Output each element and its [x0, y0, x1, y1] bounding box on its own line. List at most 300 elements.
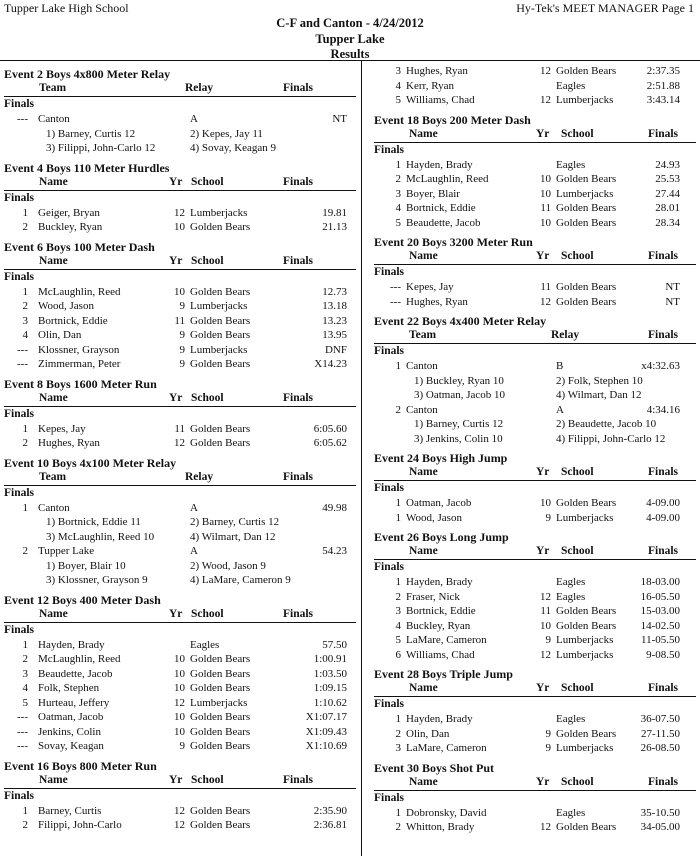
column-divider: [361, 60, 362, 856]
school-name: Lumberjacks: [556, 187, 614, 200]
year: 12: [540, 65, 551, 77]
place: 2: [22, 437, 28, 449]
team-name: Canton: [406, 403, 438, 416]
place: 2: [395, 590, 401, 603]
athlete-name: Barney, Curtis: [38, 804, 102, 817]
relay-member: 3) Filippi, John-Carlo 12: [46, 142, 156, 154]
final-mark: 2:35.90: [313, 804, 347, 817]
year: 9: [179, 329, 185, 341]
event-title: Event 10 Boys 4x100 Meter Relay: [4, 455, 177, 470]
relay-member: 3) Oatman, Jacob 10: [414, 389, 506, 401]
final-mark: 1:10.62: [313, 696, 347, 709]
relay-members-row: [4, 559, 356, 574]
final-mark: X1:10.69: [305, 740, 347, 752]
place: 1: [22, 804, 28, 817]
school-name: Golden Bears: [190, 329, 251, 341]
section-finals: Finals: [374, 266, 405, 278]
school-name: Lumberjacks: [190, 300, 248, 312]
school-name: Golden Bears: [190, 682, 251, 694]
event-title: Event 6 Boys 100 Meter Dash: [4, 239, 155, 254]
result-row: [4, 328, 356, 343]
place: 1: [395, 806, 401, 819]
final-mark: 14-02.50: [640, 619, 680, 632]
final-mark: 4-09.00: [646, 511, 680, 524]
result-row: [374, 727, 696, 742]
event-block: [4, 592, 356, 754]
header-school: School: [191, 391, 224, 404]
year: 10: [540, 216, 551, 229]
event-title: Event 2 Boys 4x800 Meter Relay: [4, 67, 171, 81]
school-name: Golden Bears: [190, 819, 251, 831]
event-title: Event 18 Boys 200 Meter Dash: [374, 112, 531, 127]
athlete-name: Kepes, Jay: [38, 422, 86, 435]
event-title: Event 4 Boys 110 Meter Hurdles: [4, 160, 170, 175]
relay-member: 2) Wood, Jason 9: [190, 559, 266, 572]
place: ---: [390, 295, 401, 308]
place: 4: [395, 202, 401, 214]
event-block: [374, 64, 696, 108]
athlete-name: Kerr, Ryan: [406, 79, 454, 92]
place: 2: [22, 221, 28, 233]
header-finals: Finals: [283, 607, 314, 620]
final-mark: 1:09.15: [313, 682, 347, 694]
final-mark: 13.23: [322, 314, 347, 327]
athlete-name: McLaughlin, Reed: [406, 173, 489, 185]
final-mark: 27-11.50: [640, 727, 680, 740]
section-finals: Finals: [374, 482, 405, 494]
header-finals: Finals: [283, 773, 314, 786]
final-mark: 2:37.35: [646, 65, 680, 77]
final-mark: 28.34: [655, 216, 680, 229]
header-yr: Yr: [536, 775, 550, 788]
year: 10: [174, 667, 185, 680]
final-mark: 3:43.14: [646, 94, 680, 106]
result-row: [4, 696, 356, 711]
school-name: Golden Bears: [190, 653, 251, 665]
place: 5: [22, 696, 28, 709]
result-row: [374, 359, 696, 374]
event-block: [4, 455, 356, 588]
school-name: Eagles: [556, 158, 586, 171]
relay-member: 4) Wilmart, Dan 12: [190, 530, 276, 543]
athlete-name: Jenkins, Colin: [38, 725, 101, 738]
relay-member: 4) Wilmart, Dan 12: [556, 389, 642, 401]
section-finals: Finals: [4, 486, 35, 499]
relay-letter: A: [190, 501, 198, 514]
school-name: Golden Bears: [556, 216, 617, 229]
header-yr: Yr: [536, 250, 550, 262]
column-header: [4, 82, 356, 97]
final-mark: 13.18: [322, 300, 347, 312]
year: 12: [174, 437, 185, 449]
place: 2: [395, 727, 401, 740]
final-mark: 2:36.81: [313, 819, 347, 831]
meet-title: C-F and Canton - 4/24/2012: [276, 16, 424, 30]
athlete-name: Hurteau, Jeffery: [38, 696, 110, 709]
result-row: [4, 818, 356, 833]
place: 2: [22, 300, 28, 312]
place: 1: [395, 713, 401, 725]
header-school: School: [561, 466, 594, 478]
school-name: Lumberjacks: [190, 696, 248, 709]
result-row: [4, 710, 356, 725]
result-row: [374, 201, 696, 216]
athlete-name: Hayden, Brady: [406, 713, 473, 725]
result-row: [374, 575, 696, 590]
header-finals: Finals: [648, 329, 679, 341]
relay-member: 3) Klossner, Grayson 9: [46, 574, 148, 586]
year: 11: [540, 281, 551, 293]
athlete-name: Hayden, Brady: [406, 158, 473, 171]
place: 1: [395, 576, 401, 588]
relay-member: 2) Kepes, Jay 11: [190, 127, 263, 140]
relay-member: 1) Barney, Curtis 12: [46, 127, 136, 140]
school-name: Lumberjacks: [556, 648, 614, 661]
athlete-name: Zimmerman, Peter: [38, 358, 121, 370]
year: 9: [545, 742, 551, 754]
school-name: Golden Bears: [190, 437, 251, 449]
software-page-label: Hy-Tek's MEET MANAGER Page 1: [516, 1, 694, 15]
relay-members-row: [4, 515, 356, 530]
result-row: [374, 172, 696, 187]
year: 11: [540, 202, 551, 214]
relay-members-row: [374, 388, 696, 403]
place: ---: [17, 725, 28, 738]
year: 12: [174, 804, 185, 817]
school-name: Golden Bears: [190, 667, 251, 680]
athlete-name: Olin, Dan: [406, 727, 450, 740]
event-block: [4, 66, 356, 156]
year: 10: [174, 221, 185, 233]
final-mark: 19.81: [322, 206, 347, 219]
result-row: [374, 79, 696, 94]
year: 9: [545, 727, 551, 740]
year: 9: [545, 511, 551, 524]
athlete-name: Bortnick, Eddie: [406, 202, 476, 214]
result-row: [4, 112, 356, 127]
year: 9: [179, 343, 185, 356]
column-header: [374, 545, 696, 560]
team-name: Tupper Lake: [38, 545, 95, 557]
column-header: [4, 471, 356, 486]
column-header: [374, 128, 696, 143]
result-row: [374, 648, 696, 663]
athlete-name: Klossner, Grayson: [38, 343, 120, 356]
section-finals: Finals: [4, 407, 35, 420]
header-finals: Finals: [283, 254, 314, 267]
column-header: [374, 329, 696, 344]
final-mark: X14.23: [314, 358, 347, 370]
place: 3: [395, 187, 401, 200]
result-row: [4, 343, 356, 358]
header-name: Name: [409, 466, 438, 478]
result-row: [374, 64, 696, 79]
section-finals: Finals: [4, 270, 35, 283]
athlete-name: Oatman, Jacob: [38, 711, 104, 723]
athlete-name: McLaughlin, Reed: [38, 653, 121, 665]
header-finals: Finals: [648, 775, 679, 788]
event-block: [374, 234, 696, 309]
relay-member: 2) Beaudette, Jacob 10: [556, 418, 657, 430]
event-title: Event 30 Boys Shot Put: [374, 760, 495, 775]
athlete-name: Whitton, Brady: [406, 821, 475, 833]
header-rule: [0, 60, 700, 61]
place: 5: [395, 634, 401, 646]
final-mark: X1:09.43: [305, 725, 347, 738]
place: 1: [395, 158, 401, 171]
school-name: Lumberjacks: [190, 206, 248, 219]
result-row: [4, 804, 356, 819]
event-title: Event 8 Boys 1600 Meter Run: [4, 376, 157, 391]
header-school: School: [191, 773, 224, 786]
final-mark: 6:05.60: [313, 422, 347, 435]
place: 2: [22, 545, 28, 557]
header-school: School: [561, 682, 594, 694]
meet-venue: Tupper Lake: [315, 32, 385, 46]
section-finals: Finals: [374, 345, 405, 357]
section-finals: Finals: [4, 623, 35, 636]
final-mark: 54.23: [322, 545, 347, 557]
place: 2: [22, 819, 28, 831]
event-block: [4, 758, 356, 833]
section-finals: Finals: [4, 789, 35, 802]
result-row: [4, 501, 356, 516]
school-name: Eagles: [556, 576, 586, 588]
header-finals: Finals: [648, 682, 679, 694]
final-mark: 25.53: [655, 173, 680, 185]
year: 11: [174, 422, 185, 435]
place: ---: [17, 740, 28, 752]
section-finals: Finals: [374, 561, 405, 573]
relay-members-row: [374, 432, 696, 447]
place: 2: [22, 653, 28, 665]
athlete-name: Beaudette, Jacob: [406, 216, 481, 229]
place: 1: [395, 497, 401, 509]
header-name: Name: [409, 775, 438, 788]
final-mark: 24.93: [655, 158, 680, 171]
place: 5: [395, 216, 401, 229]
year: 12: [174, 696, 185, 709]
place: 6: [395, 648, 401, 661]
year: 10: [540, 619, 551, 632]
relay-member: 1) Boyer, Blair 10: [46, 559, 126, 572]
place: ---: [17, 113, 28, 125]
final-mark: 2:51.88: [646, 79, 680, 92]
year: 12: [540, 648, 551, 661]
event-title: Event 20 Boys 3200 Meter Run: [374, 235, 533, 249]
relay-letter: B: [556, 360, 564, 372]
school-name: Lumberjacks: [556, 511, 614, 524]
result-row: [4, 299, 356, 314]
place: ---: [390, 281, 401, 293]
relay-member: 3) Jenkins, Colin 10: [414, 432, 503, 445]
results-title: Results: [330, 47, 370, 61]
result-row: [4, 422, 356, 437]
place: 4: [395, 79, 401, 92]
header-school: School: [561, 775, 594, 788]
place: 1: [22, 285, 28, 298]
result-row: [374, 158, 696, 173]
school-name: Golden Bears: [556, 202, 617, 214]
team-name: Canton: [38, 113, 70, 125]
school-name: Lumberjacks: [556, 94, 614, 106]
result-row: [4, 206, 356, 221]
header-team: Team: [39, 470, 67, 483]
column-header: [4, 176, 356, 191]
athlete-name: Folk, Stephen: [38, 682, 100, 694]
header-team: Team: [39, 82, 67, 94]
school-name: Eagles: [556, 590, 586, 603]
athlete-name: Buckley, Ryan: [38, 221, 103, 233]
result-row: [374, 590, 696, 605]
header-yr: Yr: [536, 466, 550, 478]
school-name: Golden Bears: [190, 804, 251, 817]
section-finals: Finals: [374, 698, 405, 710]
event-block: [374, 112, 696, 231]
year: 12: [540, 295, 551, 308]
place: 3: [395, 65, 401, 77]
header-yr: Yr: [536, 545, 550, 557]
school-name: Golden Bears: [190, 422, 251, 435]
final-mark: 4-09.00: [646, 497, 680, 509]
relay-member: 3) McLaughlin, Reed 10: [46, 530, 155, 543]
column-header: [374, 466, 696, 481]
column-header: [374, 250, 696, 265]
relay-member: 4) Sovay, Keagan 9: [190, 142, 277, 154]
result-row: [374, 806, 696, 821]
place: 1: [22, 422, 28, 435]
athlete-name: Williams, Chad: [406, 94, 475, 106]
header-school: School: [191, 607, 224, 620]
relay-member: 2) Folk, Stephen 10: [556, 374, 643, 387]
year: 10: [174, 711, 185, 723]
school-name: Golden Bears: [556, 727, 617, 740]
athlete-name: Geiger, Bryan: [38, 206, 100, 219]
athlete-name: Bortnick, Eddie: [406, 605, 476, 617]
page-header: [0, 0, 700, 62]
section-finals: Finals: [4, 191, 35, 204]
result-row: [374, 216, 696, 231]
athlete-name: Hayden, Brady: [406, 576, 473, 588]
relay-members-row: [4, 127, 356, 142]
result-row: [374, 604, 696, 619]
column-header: [4, 392, 356, 407]
place: 3: [395, 742, 401, 754]
event-title: Event 16 Boys 800 Meter Run: [4, 758, 157, 773]
athlete-name: Williams, Chad: [406, 648, 475, 661]
final-mark: 57.50: [322, 638, 347, 651]
header-school: School: [191, 175, 224, 188]
place: 4: [395, 619, 401, 632]
place: 4: [22, 682, 28, 694]
column-header: [374, 682, 696, 697]
place: 3: [22, 314, 28, 327]
event-title: Event 24 Boys High Jump: [374, 451, 508, 465]
school-name: Golden Bears: [556, 821, 617, 833]
final-mark: 27.44: [655, 187, 680, 200]
header-yr: Yr: [169, 175, 183, 188]
relay-members-row: [374, 374, 696, 389]
athlete-name: Dobronsky, David: [406, 806, 487, 819]
year: 12: [540, 590, 551, 603]
final-mark: 28.01: [655, 202, 680, 214]
final-mark: 1:00.91: [313, 653, 347, 665]
result-row: [4, 638, 356, 653]
athlete-name: Kepes, Jay: [406, 281, 454, 293]
year: 9: [545, 634, 551, 646]
header-name: Name: [39, 391, 68, 404]
place: 2: [395, 821, 401, 833]
team-name: Canton: [38, 501, 70, 514]
school-name: Golden Bears: [556, 65, 617, 77]
athlete-name: Olin, Dan: [38, 329, 82, 341]
header-finals: Finals: [648, 466, 679, 478]
school-name: Golden Bears: [190, 358, 251, 370]
event-title: Event 28 Boys Triple Jump: [374, 667, 513, 681]
final-mark: 21.13: [322, 221, 347, 233]
header-name: Name: [39, 254, 68, 267]
relay-member: 4) LaMare, Cameron 9: [190, 574, 291, 586]
header-name: Name: [39, 607, 68, 620]
school-name: Golden Bears: [190, 285, 251, 298]
relay-member: 4) Filippi, John-Carlo 12: [556, 432, 666, 445]
final-mark: 34-05.00: [640, 821, 680, 833]
result-row: [374, 820, 696, 835]
final-mark: X1:07.17: [305, 711, 347, 723]
header-yr: Yr: [169, 607, 183, 620]
year: 12: [174, 819, 185, 831]
relay-letter: A: [190, 113, 198, 125]
year: 9: [179, 740, 185, 752]
header-finals: Finals: [648, 545, 679, 557]
result-row: [4, 739, 356, 754]
final-mark: 36-07.50: [640, 713, 680, 725]
school-name: Golden Bears: [190, 711, 251, 723]
year: 12: [540, 94, 551, 106]
result-row: [374, 280, 696, 295]
final-mark: 6:05.62: [313, 437, 347, 449]
relay-members-row: [4, 573, 356, 588]
year: 11: [540, 605, 551, 617]
final-mark: NT: [665, 281, 680, 293]
school-name: Lumberjacks: [190, 343, 248, 356]
header-name: Name: [39, 175, 68, 188]
result-row: [374, 511, 696, 526]
final-mark: 11-05.50: [640, 634, 680, 646]
relay-letter: A: [556, 403, 564, 416]
final-mark: NT: [332, 113, 347, 125]
event-block: [4, 239, 356, 372]
place: 3: [22, 667, 28, 680]
header-school: School: [561, 127, 594, 140]
header-name: Name: [409, 250, 438, 262]
header-school: School: [191, 254, 224, 267]
header-name: Name: [409, 545, 438, 557]
school-name: Lumberjacks: [556, 742, 614, 754]
event-title: Event 12 Boys 400 Meter Dash: [4, 592, 161, 607]
athlete-name: Fraser, Nick: [406, 590, 460, 603]
result-row: [4, 681, 356, 696]
place: 3: [395, 605, 401, 617]
school-name: Golden Bears: [556, 281, 617, 293]
athlete-name: Beaudette, Jacob: [38, 667, 113, 680]
final-mark: 35-10.50: [640, 806, 680, 819]
result-row: [4, 314, 356, 329]
athlete-name: Hughes, Ryan: [38, 437, 100, 449]
place: 1: [22, 501, 28, 514]
athlete-name: LaMare, Cameron: [406, 634, 487, 646]
right-column: [374, 62, 696, 835]
